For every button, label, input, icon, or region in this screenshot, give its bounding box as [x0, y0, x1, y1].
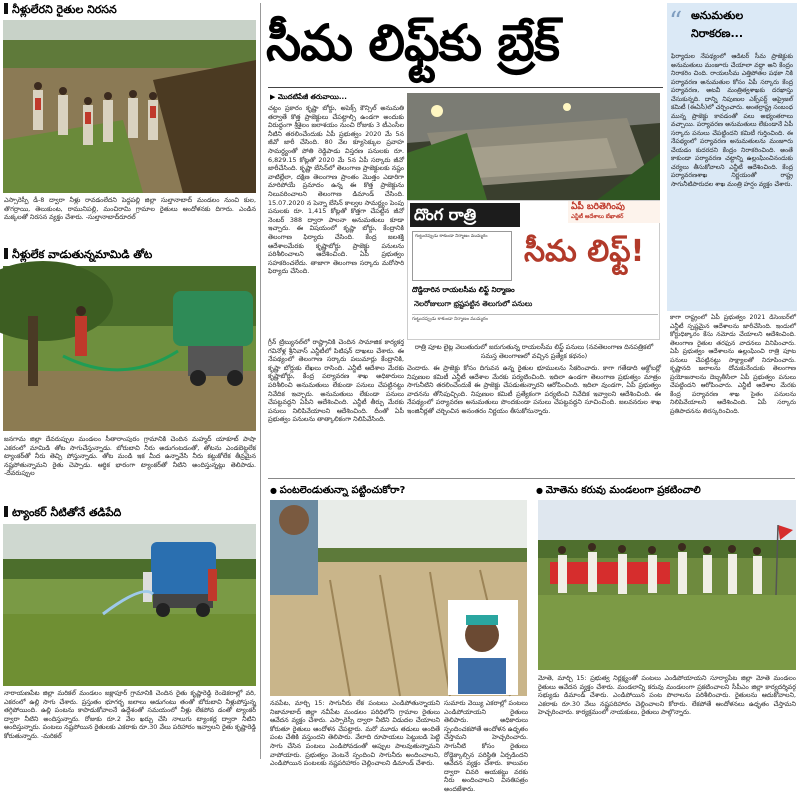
center-column1-tail: గ్రీన్ ట్రిబ్యునల్‌లో రాష్ట్రానికి చెందిన సామాజిక కార్యకర్త గవినోళ్ల శ్రీనివాస్ ఎన్జీటీలో పిటిషన్ దాఖలు చేశారు. ఈ నేపథ్యంలో తెలంగాణ సర్కారు పలుమార్లు కేంద్రానికి, కృష్ణా బోర్డుకు లేఖలు రాసింది. ఎన్జీటీ ఆదేశాల మేరకు కృష్ణాబోర్డు, కేంద్ర పర్యావరణ శాఖ అధికారులు పరిశీలించి అనుమతులు లేకుండా పనులు చేపట్టినట్టు నివేదిక ఇచ్చారు. అనుమతులు లేకుండా పనులు చేపట్టవద్దని ఏపీని ఆదేశించింది. ఎన్జీటీ తీర్పు మేరకు పనులు నిలిపివేయాలని ఆదేశించింది. దీంతో ఏపీ ప్రభుత్వం పనులను తాత్కాలికంగా నిలిపివేసింది. [268, 338, 404, 424]
bottom-mid-heading: ● పంటలెండుతున్నా పట్టించుకోరా? [270, 485, 406, 496]
clipping-subdeck: నెలరోజులుగా భ్రష్టపట్టిన తెలుగులో పనులు [414, 299, 533, 308]
sidebar-box [667, 3, 797, 311]
left-story3-heading: ట్యాంకర్ నీటితోనే తడిపేది [4, 506, 259, 520]
bottom-mid-text-left: నవపేట, మార్చి 15: సాగునీరు లేక పంటలు ఎండిపోతున్నాయని నిజామాబాద్ జిల్లా నవీపేట మండలం పరిధిలోని గ్రామాల రైతులు ఆవేదన వ్యక్తం చేశారు. ఎస్సారెస్పీ ద్వారా నీటిని విడుదల చేయాలని కోరుతూ రైతులు ఆందోళన చేపట్టారు. మరో మూడు తడులు అందితే పంట చేతికి వస్తుందని తెలిపారు. వేలాది రూపాయలు పెట్టుబడి పెట్టి సాగు చేసిన పంటలు ఎండిపోవడంతో అప్పుల పాలవుతున్నామని వాపోయారు. ప్రభుత్వం వెంటనే స్పందించి సాగునీరు అందించాలని, ఎండిపోయిన పంటలకు నష్టపరిహారం చెల్లించాలని డిమాండ్ చేశారు. [270, 699, 440, 768]
clipping-title-main: సీమ లిఫ్ట్! [524, 234, 645, 269]
left-story3-caption: నారాయణపేట జిల్లా మరికల్ మండలం జక్లాపూర్ గ్రామానికి చెందిన రైతు కృష్ణారెడ్డి రెండెకరాల్లో వరి, ఎకరంలో ఉల్లి సాగు చేశారు. ప్రస్తుతం భూగర్భ జలాలు అడుగంటు తంతో బోరుబావి నీళ్లుపోస్తున్న తగ్గిపోయింది. ఉల్లి పంటను కాపాడుకోవాలనే ఉద్దేశంతో సమయంలో నీళ్లు లేకపోవ డంతో ట్యాంకర్ ద్వారా నీటిని అందిస్తున్నారు. రోజుకు రూ.2 వేల ఖర్చు చేసి నాలుగు ట్యాంకర్ల ద్వారా నీటిని అందిస్తున్నారు. పంటలు నష్టపోయిన రైతులకు ఎకరాకు రూ.30 వేలు పరిహారం ఇవ్వాలని రైతు కృష్ణారెడ్డి కోరుతున్నారు. -మరికల్ [4, 689, 256, 740]
dry-field-photo [270, 500, 527, 696]
protest-farmers-photo [3, 20, 256, 193]
column-divider-left [260, 3, 261, 759]
tanker-watering-photo [3, 524, 256, 686]
badge-line2: ఎన్జీటీ ఆదేశాలు బేఖాతర్ [571, 214, 624, 220]
sidebar-heading: అనుమతుల నిరాకరణ... [691, 9, 744, 40]
bottom-right-text: మోతె, మార్చి 15: ప్రభుత్వ నిర్లక్ష్యంతో పంటలు ఎండిపోయాయని సూర్యాపేట జిల్లా మోతె మండలం రైతులు ఆవేదన వ్యక్తం చేశారు. మండలాన్ని కరువు మండలంగా ప్రకటించాలని సీపీఎం జిల్లా కార్యదర్శివర్గ సభ్యుడు డిమాండ్ చేశారు. ఎండిపోయిన పంట పొలాలను పరిశీలించారు. రైతులను ఆదుకోవాలని, ఎకరాకు రూ.30 వేలు నష్టపరిహారం చెల్లించాలని కోరారు. లేకపోతే ఆందోళనలు ఉధృతం చేస్తామని హెచ్చరించారు. కార్యక్రమంలో నాయకులు, రైతులు పాల్గొన్నారు. [538, 674, 796, 717]
right-column-text: కాగా రాష్ట్రంలో ఏపీ ప్రభుత్వం 2021 డిసెంబర్‌లో ఎన్జీటీ స్పష్టమైన ఆదేశాలను జారీచేసింది. ఇందులో కోర్టుధిక్కారం కేసు నమోదు చేయాలని ఆదేశించింది. తెలంగాణ రైతుల తరఫున వాదనలు వినిపించారు. ఏపీ ప్రభుత్వం ఆదేశాలను ఉల్లంఘించి రాత్రి పూట పనులు చేపట్టినట్టు సాక్ష్యాలతో నిరూపించారు. కృష్ణానది జలాలను దోచుకునేందుకు తెలంగాణ ప్రయోజనాలను దెబ్బతీసేలా ఏపీ ప్రభుత్వం పనులు చేపట్టిందని ఆరోపించారు. ఎన్జీటీ ఆదేశాల మేరకు కేంద్ర పర్యావరణ శాఖ సైతం పనులను నిలిపివేయాలని ఆదేశించింది. ఏపీ సర్కారు ప్రతిపాదనను తిరస్కరించింది. [670, 314, 796, 415]
clipping-callout-box [412, 231, 512, 281]
left-story2-heading: నీళ్లులేక వాడుతున్నమామిడి తోట [4, 248, 259, 262]
clipping-rule [412, 314, 658, 315]
clipping-footer: గుట్టుచప్పుడు కాకుండా నిర్మాణం ముమ్మరం [412, 317, 488, 322]
center-column1-text: చట్టం ప్రకారం కృష్ణా బోర్డు, అపెక్స్ కౌన్సిల్ అనుమతి తర్వాతే కొత్త ప్రాజెక్టులు చేపట్టాల్సి ఉండగా అందుకు విరుద్ధంగా శ్రీశైలం జలాశయం నుంచి రోజుకు 3 టీఎంసీల నీటిని తరలించేందుకు ఏపీ ప్రభుత్వం 2020 మే 5న జీవో జారీ చేసింది. 80 వేల క్యూసెక్కుల ప్రవాహ సామర్థ్యంతో పోతి రెడ్డిపాడు విస్తరణ పనులకు రూ. 6,829.15 కోట్లతో 2020 మే 5న ఏపీ సర్కారు జీవో జారీచేసింది. కృష్ణా బేసిన్‌లో తెలంగాణ ప్రాజెక్టులకు నష్టం వాటిల్లేలా, దక్షిణ తెలంగాణ ప్రాంతం మొత్తం ఎడారిగా మారిపోయే ప్రమాదం ఉన్న ఈ కొత్త ప్రాజెక్టును నిలువరించాలని తెలంగాణ డిమాండ్ చేసింది. 15.07.2020 న పెన్నా బేసిన్ కాల్వల సామర్థ్యం పెంపు పనులకు రూ. 1,415 కోట్లతో కొత్తగా చేపట్టిన జీవో నెంబర్ 388 ద్వారా పాలనా అనుమతులు కూడా ఇచ్చారు. ఈ విషయంలో కృష్ణా బోర్డు, కేంద్రానికి తెలంగాణ ఫిర్యాదు చేసింది. కేంద్ర జలశక్తి ఆదేశాలమేరకు కృష్ణాబోర్డు ప్రాజెక్టు పనులను పరిశీలించాలని ఆదేశించింది. ఏపీ ప్రభుత్వం సహకరించలేదు. తాజాగా తెలంగాణ సర్కారు మరోసారి ఫిర్యాదు చేసింది. [268, 104, 404, 276]
sidebar-text: ఫిర్యాదుల నేపథ్యంలో ఆడిటర్ సీమ ప్రాజెక్టుకు అనుమతులు మంజూరు చేయాలా వద్దా అని కేంద్రం నిరాకరిం చింది. రాయలసీమ ఎత్తిపోతల పథకా నికి పర్యావరణ అనుమతుల కోసం ఏపీ సర్కారు కేంద్ర పర్యావరణ, అటవీ మంత్రిత్వశాఖకు దరఖాస్తు చేసుకున్నది. దాన్ని నిపుణుల ఎక్స్‌పర్ట్ అప్రైజల్ కమిటీ (ఈఏసీ)లో చర్చించారు. అంతర్రాష్ట్ర సంబంధ మున్న ప్రాజెక్టు కావడంతో పలు అభ్యంతరాలు వచ్చాయి. పర్యావరణ అనుమతులు లేకుండానే ఏపీ సర్కారు పనులు చేపట్టిందని కమిటీ గుర్తించింది. ఈ నేపథ్యంలో పర్యావరణ అనుమతులను మంజూరు చేయడం కుదరదని కేంద్రం నిరాకరించింది. అంతే కాకుండా పర్యావరణ చట్టాన్ని ఉల్లంఘించినందుకు చర్యలు తీసుకోవాలని ఎన్జీటీ ఆదేశించింది. కేంద్ర పర్యావరణశాఖ నిర్ణయంతో రాష్ట్ర సాగునీటిపారుదల శాఖ మంత్రి హర్షం వ్యక్తం చేశారు. [671, 53, 793, 188]
callout-text: గుట్టుచప్పుడు కాకుండా నిర్మాణం ముమ్మరం [415, 234, 488, 239]
badge-line1: ఏపీ బరితెగింపు [571, 202, 625, 212]
bottom-mid-text-right: సుమారు వెయ్యి ఎకరాల్లో పంటలు ఎండిపోయాయని రైతులు తెలిపారు. అధికారులు స్పందించకపోతే ఆందోళన ఉధృతం చేస్తామని హెచ్చరించారు. సాగునీటి కోసం రైతులు రోడ్డెక్కాల్సిన పరిస్థితి ఏర్పడిందని ఆవేదన వ్యక్తం చేశారు. కాలువల ద్వారా చివరి ఆయకట్టు వరకు నీరు అందించాలని వినతిపత్రం అందజేశారు. [444, 699, 528, 793]
news-clipping [407, 200, 660, 340]
left-story2-caption: జనగామ జిల్లా దేవరుప్పుల మండలం సీతారాంపురం గ్రామానికి చెందిన మహ్మద్ యాకూబ్ పాషా ఎకరంలో మామిడి తోట సాగుచేస్తున్నాడు. బోరుబావి నీరు అడుగంటడంతో, తోటను ఎండబెట్టలేక ట్యాంకర్‌తో నీరు తెచ్చి పోస్తున్నాడు. తోట మండి ఇక మీద ఉన్నావేసి నీరు కట్టుకోలేక తీవ్రమైన నష్టపోతున్నామని రైతు చెప్పాడు. ఆర్థిక భారంగా ట్యాంకర్‌తో నీటిని అందిస్తున్నట్లు తెలిపాడు. -దేవరుప్పుల [4, 435, 256, 478]
quote-mark-icon: “ [669, 7, 683, 37]
left-story1-caption: ఎస్సారెస్పీ డీ-8 ద్వారా నీళ్లు రావడంలేదని పెద్దపల్లి జిల్లా సుల్తానాబాద్ మండలం నుంచి కుల, తొగర్రాయి, తెలుకుంట, రామునిపల్లి, మంచిరామి గ్రామాల రైతులు ఆందోళనకు దిగారు. ఎండిన మక్కలతో నిరసన వ్యక్తం చేశారు. -సుల్తానాబాద్‌రూరల్ [4, 196, 256, 222]
clipping-caption: రాత్రి పూట లైట్ల వెలుతురులో జరుగుతున్న రాయలసీమ లిఫ్ట్ పనులు (నవతెలంగాణ దినపత్రికలో సమస్త తెలంగాణలో వచ్చిన ప్రత్యేక కథనం) [414, 343, 654, 360]
main-headline: సీమ లిఫ్ట్‌కు బ్రేక్ [266, 14, 560, 72]
bottom-right-heading: ● మోతెను కరువు మండలంగా ప్రకటించాలి [536, 485, 701, 496]
clipping-deck: దొడ్డిదారిన రాయలసీమ లిఫ్ట్ నిర్మాణం [412, 285, 515, 294]
section-rule [268, 478, 795, 479]
clipping-title-top: దొంగ రాత్రి [410, 203, 520, 227]
cpm-protest-photo [538, 500, 796, 670]
center-column3-text: చెందారు. ఈ ప్రాజెక్టు కోసం దిగువన ఉన్న రైతుల భూములను సేకరించారు. కాగా గతేడాది అక్టోబర్లో నిపుణుల కమిటీ ఎన్జీటీ ఆదేశాల మేరకు పర్యటించింది. ఇదిలా ఉండగా తెలంగాణ ప్రభుత్వం మాత్రం సాగునీటిని తరలించేందుకే ఈ ప్రాజెక్టు చేపడుతున్నారని ఆరోపించింది. ఇదిలా వుండగా, ఏపీ ప్రభుత్వం వాదనను తోసిపుచ్చింది. నిపుణుల కమిటీ ప్రత్యేకంగా పర్యటించి నివేదిక ఇవ్వాలని ఆదేశించింది. ఈ నేపథ్యంలో పర్యావరణ అనుమతులు పొందకుండా పనులు చేపట్టవద్దని సూచించింది. జలవనరుల శాఖ ఇంజినీర్లతో చర్చించిన అనంతరం నిర్ణయం తీసుకోనున్నారు. [407, 364, 661, 415]
headline-rule [268, 87, 663, 88]
clipping-badge [568, 201, 660, 223]
quarry-night-photo [407, 93, 660, 200]
mango-orchard-photo [3, 266, 256, 431]
dateline: ▶ మొదటిపేజీ తరువాయి... [270, 93, 347, 101]
left-story1-heading: నీళ్లులేరని రైతుల నిరసన [4, 3, 259, 17]
